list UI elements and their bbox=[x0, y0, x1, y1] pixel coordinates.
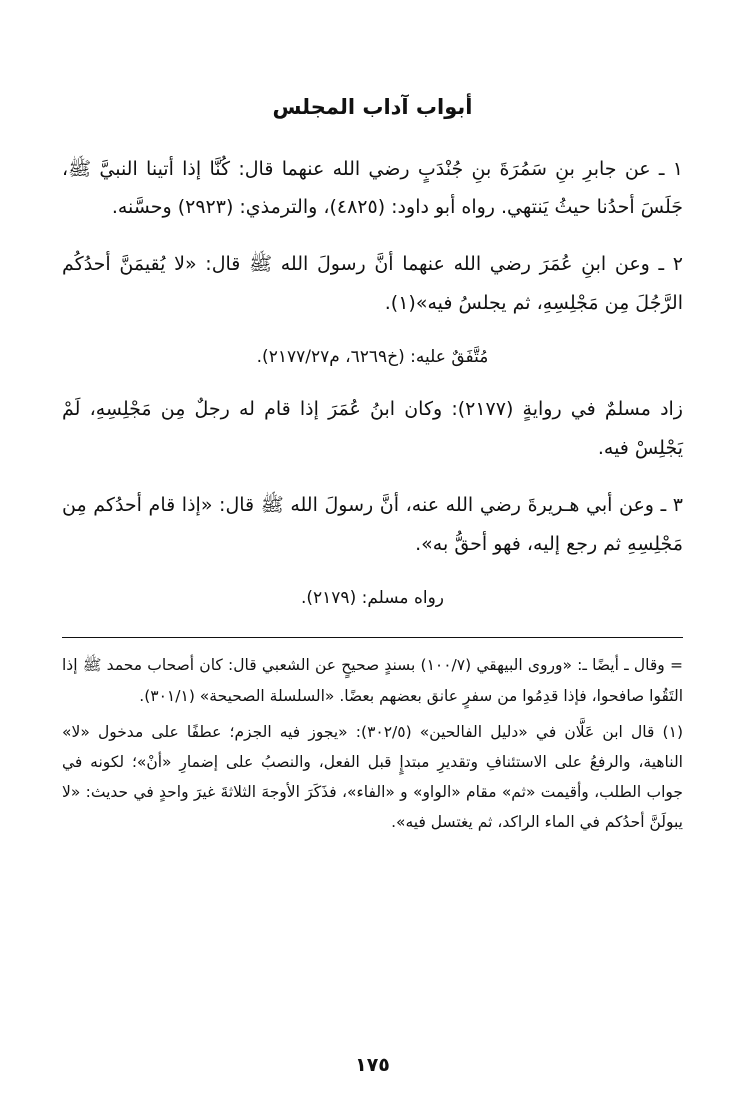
footnote-continued: = وقال ـ أيضًا ـ: «وروى البيهقي (١٠٠/٧) بسندٍ صحيحٍ عن الشعبي قال: كان أصحاب محمد ﷺ إذا التَقُوا صافحوا، فإذا قدِمُوا من سفرٍ عانق بعضهم بعضًا. «السلسلة الصحيحة» (٣٠١/١). bbox=[62, 656, 683, 705]
hadith-entry-3: ٣ ـ وعن أبي هـريرةَ رضي الله عنه، أنَّ رسولَ الله ﷺ قال: «إذا قام أحدُكم مِن مَجْلِسِهِ ثم رجع إليه، فهو أحقُّ به». bbox=[62, 494, 683, 556]
page-title: أبواب آداب المجلس bbox=[272, 95, 473, 119]
hadith-entry-3-source: رواه مسلم: (٢١٧٩). bbox=[300, 588, 444, 609]
footnote-divider bbox=[62, 637, 683, 638]
hadith-entry-1: ١ ـ عن جابرِ بنِ سَمُرَةَ بنِ جُنْدَبٍ رضي الله عنهما قال: كُنَّا إذا أتينا النبيَّ ﷺ، جَلَسَ أحدُنا حيثُ يَنتهي. رواه أبو داود: (٤٨٢٥)، والترمذي: (٢٩٢٣) وحسَّنه. bbox=[62, 157, 683, 219]
footnote-1: (١) قال ابن عَلَّان في «دليل الفالحين» (٣٠٢/٥): «يجوز فيه الجزم؛ عطفًا على مدخول «لا» الناهية، والرفعُ على الاستئنافِ وتقديرِ مبتدإٍ قبل الفعل، والنصبُ على إضمارِ «أنْ»؛ لكونه في جواب الطلب، وأقيمت «ثم» مقام «الواو» و «الفاء»، فذَكَرَ الأوجهَ الثلاثةَ غيرَ واحدٍ في حديث: «لا يبولَنَّ أحدُكم في الماء الراكد، ثم يغتسل فيه». bbox=[62, 722, 683, 832]
page-number: ١٧٥ bbox=[355, 1054, 390, 1076]
hadith-entry-2-addition: زاد مسلمٌ في روايةٍ (٢١٧٧): وكان ابنُ عُمَرَ إذا قام له رجلٌ مِن مَجْلِسِهِ، لَمْ يَجْلِسْ فيه. bbox=[62, 398, 683, 460]
footnotes-section bbox=[62, 650, 683, 837]
hadith-entry-2-source: مُتَّفَقٌ عليه: (خ٦٢٦٩، م٢١٧٧/٢٧). bbox=[256, 347, 489, 368]
hadith-entry-2: ٢ ـ وعن ابنِ عُمَرَ رضي الله عنهما أنَّ رسولَ الله ﷺ قال: «لا يُقيمَنَّ أحدُكُم الرَّجُلَ مِن مَجْلِسِهِ، ثم يجلسُ فيه»(١). bbox=[62, 253, 683, 315]
